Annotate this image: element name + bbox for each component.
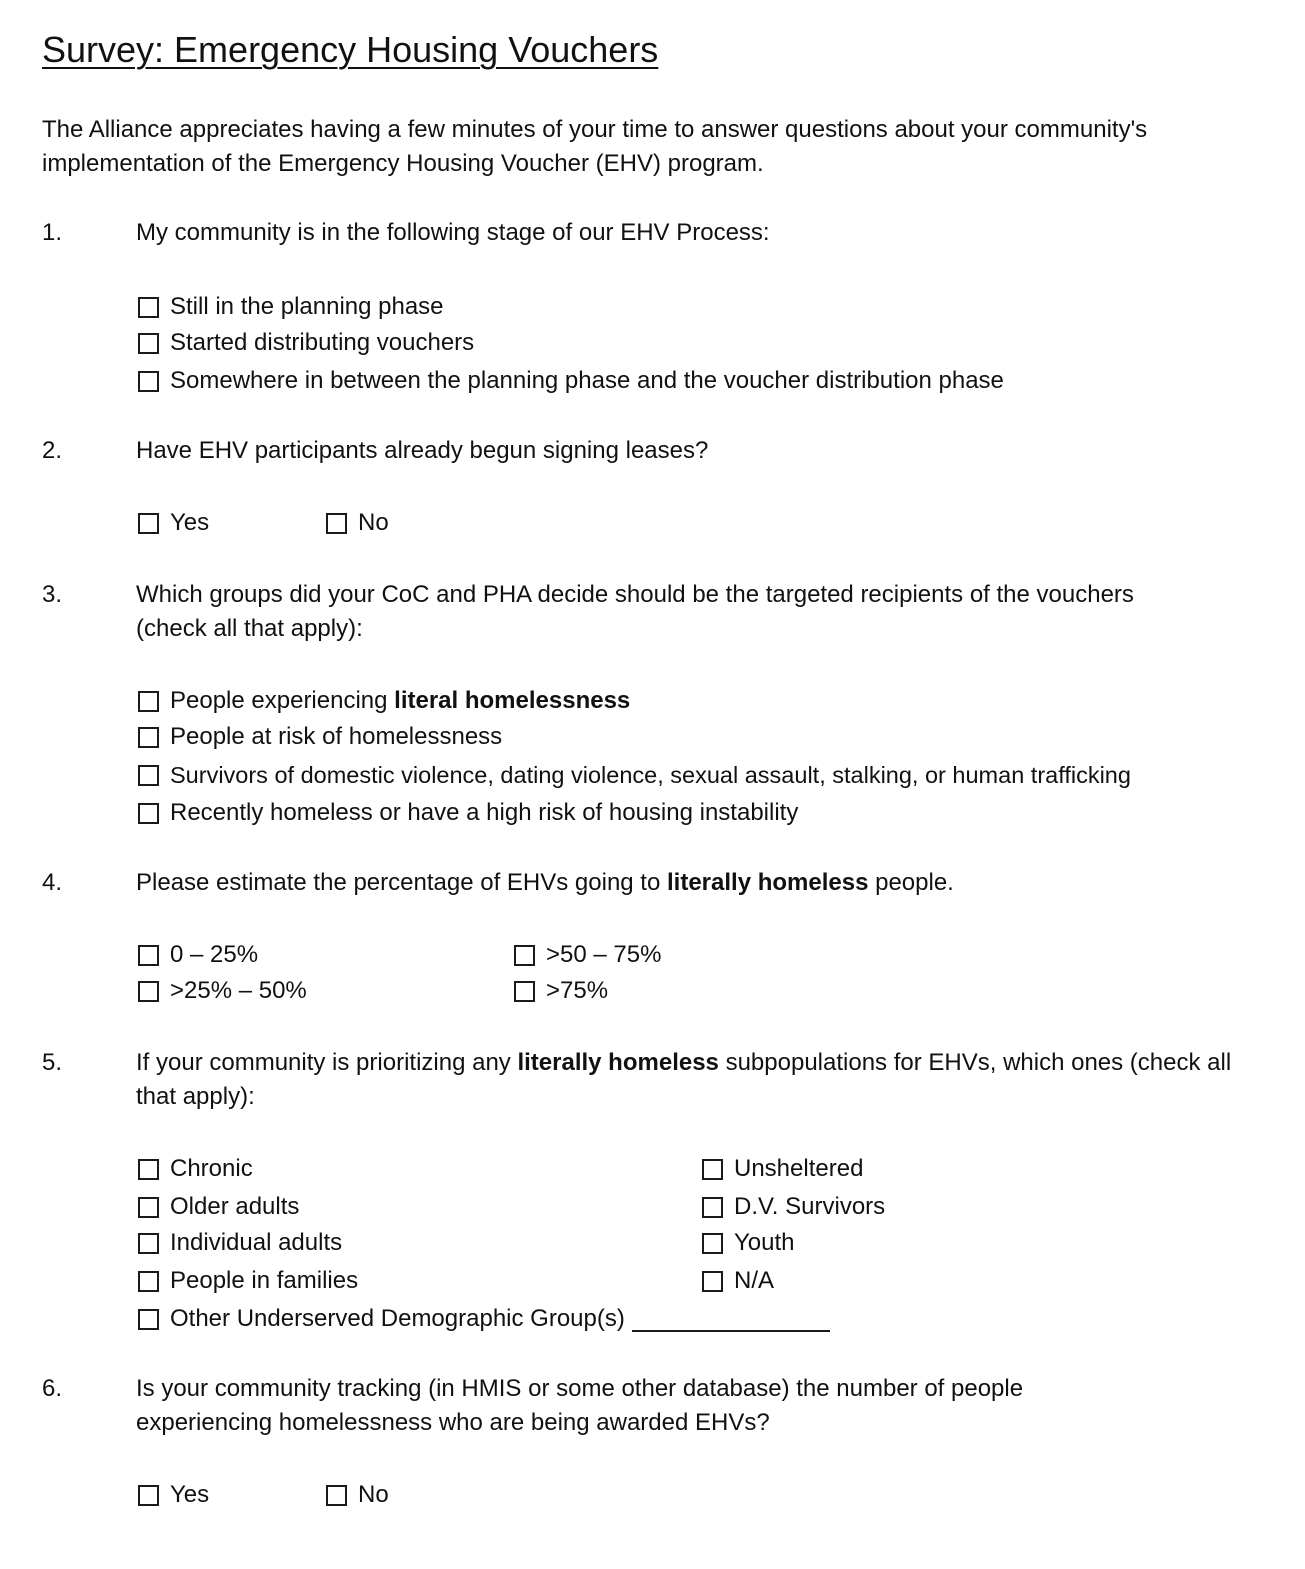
q3-option-survivors[interactable] — [138, 758, 1131, 792]
q6-option-no[interactable] — [326, 1478, 389, 1512]
checkbox-icon[interactable] — [138, 371, 159, 392]
option-label: People in families — [170, 1267, 359, 1294]
checkbox-icon[interactable] — [138, 1159, 159, 1180]
q5-option-chronic[interactable] — [138, 1152, 253, 1186]
option-label: Still in the planning phase — [170, 293, 444, 320]
checkbox-icon[interactable] — [138, 1271, 159, 1292]
page-title: Survey: Emergency Housing Vouchers — [42, 29, 659, 70]
q1-option-distributing[interactable] — [138, 326, 474, 360]
question-2-text: Have EHV participants already begun signing leases? — [136, 437, 709, 464]
option-label: Unsheltered — [734, 1155, 864, 1182]
q5-option-na[interactable] — [702, 1264, 774, 1298]
option-label: Other Underserved Demographic Group(s) — [170, 1305, 625, 1332]
option-label: Started distributing vouchers — [170, 329, 475, 356]
option-label: >25% – 50% — [170, 977, 307, 1004]
option-label: >50 – 75% — [546, 941, 662, 968]
option-label: No — [358, 509, 389, 536]
option-label: D.V. Survivors — [734, 1193, 886, 1220]
option-label: N/A — [734, 1267, 775, 1294]
checkbox-icon[interactable] — [702, 1159, 723, 1180]
q5-option-older-adults[interactable] — [138, 1190, 299, 1224]
checkbox-icon[interactable] — [702, 1197, 723, 1218]
checkbox-icon[interactable] — [138, 297, 159, 318]
q2-option-no[interactable] — [326, 506, 389, 540]
option-label: Individual adults — [170, 1229, 343, 1256]
question-4-text: Please estimate the percentage of EHVs going to literally homeless people. — [136, 869, 954, 896]
checkbox-icon[interactable] — [138, 1485, 159, 1506]
checkbox-icon[interactable] — [138, 765, 159, 786]
question-3-text: Which groups did your CoC and PHA decide should be the targeted recipients of the vouchers (check all that apply): — [136, 581, 1134, 642]
q5-option-other[interactable] — [138, 1302, 830, 1336]
q4-option-over-75[interactable] — [514, 974, 608, 1008]
checkbox-icon[interactable] — [138, 945, 159, 966]
question-1-number: 1. — [42, 219, 63, 246]
q5-option-dv-survivors[interactable] — [702, 1190, 885, 1224]
checkbox-icon[interactable] — [138, 1233, 159, 1254]
checkbox-icon[interactable] — [138, 727, 159, 748]
option-label: Chronic — [170, 1155, 253, 1182]
q5-option-youth[interactable] — [702, 1226, 795, 1260]
checkbox-icon[interactable] — [702, 1233, 723, 1254]
q1-option-in-between[interactable] — [138, 364, 1004, 398]
checkbox-icon[interactable] — [702, 1271, 723, 1292]
q3-option-recently-homeless[interactable] — [138, 796, 798, 830]
option-label: No — [358, 1481, 389, 1508]
checkbox-icon[interactable] — [138, 803, 159, 824]
q4-option-0-25[interactable] — [138, 938, 258, 972]
q4-option-50-75[interactable] — [514, 938, 661, 972]
question-6-text: Is your community tracking (in HMIS or some other database) the number of people experiencing homelessness who are being awarded EHVs? — [136, 1375, 1024, 1436]
q3-option-at-risk[interactable] — [138, 720, 502, 754]
option-label: Older adults — [170, 1193, 300, 1220]
question-4-number: 4. — [42, 869, 63, 896]
option-label: People experiencing literal homelessness — [170, 687, 631, 714]
option-label: Recently homeless or have a high risk of housing instability — [170, 799, 799, 826]
option-label: >75% — [546, 977, 609, 1004]
question-6-number: 6. — [42, 1375, 63, 1402]
q2-option-yes[interactable] — [138, 506, 209, 540]
other-fill-in-line[interactable] — [632, 1306, 830, 1332]
checkbox-icon[interactable] — [138, 513, 159, 534]
q5-option-families[interactable] — [138, 1264, 358, 1298]
q5-option-individual-adults[interactable] — [138, 1226, 342, 1260]
q6-option-yes[interactable] — [138, 1478, 209, 1512]
checkbox-icon[interactable] — [514, 945, 535, 966]
option-label: Yes — [170, 509, 210, 536]
checkbox-icon[interactable] — [138, 1309, 159, 1330]
question-3-number: 3. — [42, 581, 63, 608]
q3-option-literal-homelessness[interactable] — [138, 684, 630, 718]
question-5-number: 5. — [42, 1049, 63, 1076]
checkbox-icon[interactable] — [138, 691, 159, 712]
option-label: Yes — [170, 1481, 210, 1508]
option-label: Youth — [734, 1229, 795, 1256]
option-label: People at risk of homelessness — [170, 723, 503, 750]
q1-option-planning[interactable] — [138, 290, 444, 324]
option-label: Survivors of domestic violence, dating violence, sexual assault, stalking, or human trafficking — [170, 762, 1131, 788]
option-label: Somewhere in between the planning phase and the voucher distribution phase — [170, 367, 1004, 394]
question-2-number: 2. — [42, 437, 63, 464]
q5-option-unsheltered[interactable] — [702, 1152, 863, 1186]
q4-option-25-50[interactable] — [138, 974, 307, 1008]
checkbox-icon[interactable] — [326, 513, 347, 534]
option-label: 0 – 25% — [170, 941, 259, 968]
question-1-text: My community is in the following stage of our EHV Process: — [136, 219, 770, 246]
checkbox-icon[interactable] — [326, 1485, 347, 1506]
checkbox-icon[interactable] — [514, 981, 535, 1002]
intro-paragraph: The Alliance appreciates having a few minutes of your time to answer questions about your community's implementation of the Emergency Housing Voucher (EHV) program. — [42, 116, 1148, 177]
question-5-text: If your community is prioritizing any literally homeless subpopulations for EHVs, which ones (check all that apply): — [136, 1049, 1232, 1110]
checkbox-icon[interactable] — [138, 333, 159, 354]
checkbox-icon[interactable] — [138, 981, 159, 1002]
checkbox-icon[interactable] — [138, 1197, 159, 1218]
